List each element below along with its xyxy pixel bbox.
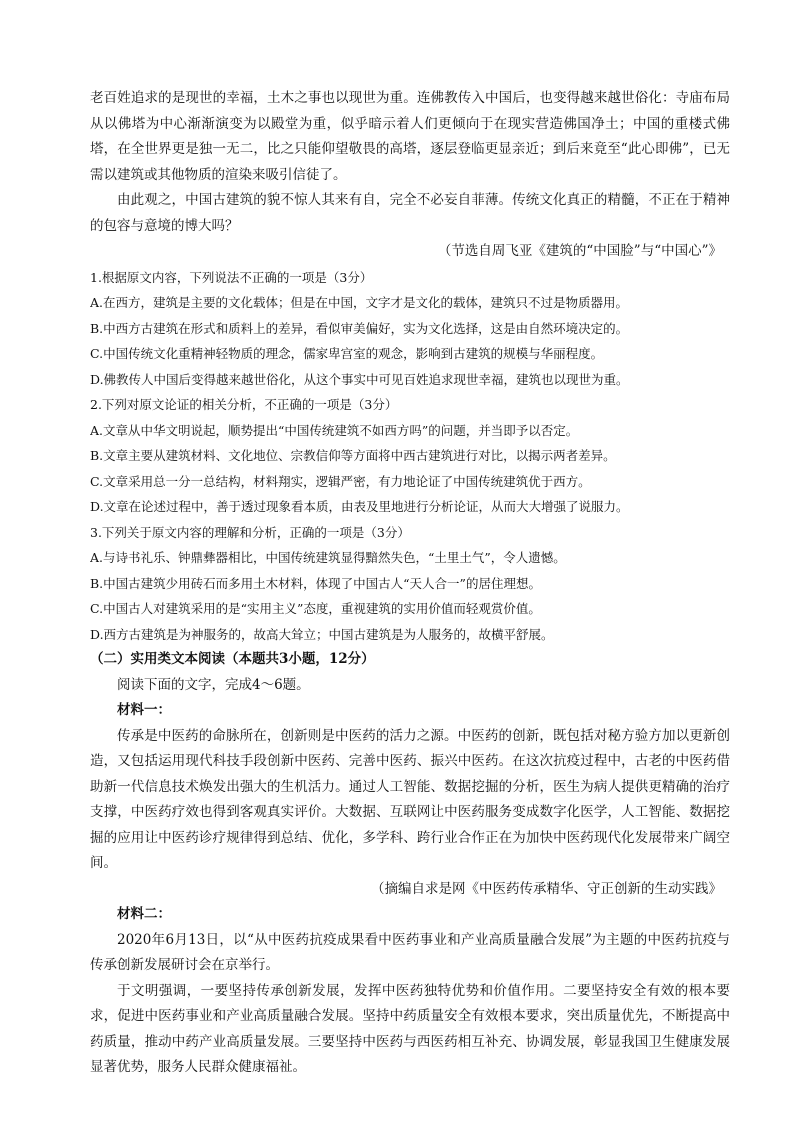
question-1-option-c: C.中国传统文化重精神轻物质的理念，儒家卑宫室的观念，影响到古建筑的规模与华丽程度。 xyxy=(90,346,604,361)
material-2-paragraph-1: 2020年6月13日，以“从中医药抗疫成果看中医药事业和产业高质量融合发展”为主题的中医药抗疫与传承创新发展研讨会在京举行。 xyxy=(90,931,730,973)
passage-paragraph-1: 老百姓追求的是现世的幸福，土木之事也以现世为重。连佛教传入中国后，也变得越来越世俗化：寺庙布局从以佛塔为中心渐渐演变为以殿堂为重，似乎暗示着人们更倾向于在现实营造佛国净土；中国的重楼式佛塔，在全世界更是独一无二，比之只能仰望敬畏的高塔，逐层登临更显亲近；到后来竟至“此心即佛”，已无需以建筑或其他物质的渲染来吸引信徒了。 xyxy=(90,90,730,183)
material-1-label: 材料一： xyxy=(117,702,171,718)
question-2 xyxy=(90,392,730,520)
question-1-stem: 1.根据原文内容，下列说法不正确的一项是（3分） xyxy=(90,269,373,285)
question-1-option-a: A.在西方，建筑是主要的文化载体；但是在中国，文字才是文化的载体，建筑只不过是物质器用。 xyxy=(90,295,629,310)
material-2-paragraph-2: 于文明强调，一要坚持传承创新发展，发挥中医药独特优势和价值作用。二要坚持安全有效的根本要求，促进中医药事业和产业高质量融合发展。坚持中药质量安全有效根本要求，突出质量优先，不断提高中药质量，推动中药产业高质量发展。三要坚持中医药与西医药相互补充、协调发展，彰显我国卫生健康发展显著优势，服务人民群众健康福祉。 xyxy=(90,982,730,1075)
question-2-option-a: A.文章从中华文明说起，顺势提出“中国传统建筑不如西方吗”的问题，并当即予以否定。 xyxy=(90,422,579,438)
question-3 xyxy=(90,520,730,648)
question-2-option-b: B.文章主要从建筑材料、文化地位、宗教信仰等方面将中西古建筑进行对比，以揭示两者差异。 xyxy=(90,448,616,463)
material-1-text: 传承是中医药的命脉所在，创新则是中医药的活力之源。中医药的创新，既包括对秘方验方加以更新创造，又包括运用现代科技手段创新中医药、完善中医药、振兴中医药。在这次抗疫过程中，古老的中医药借助新一代信息技术焕发出强大的生机活力。通过人工智能、数据挖掘的分析，医生为病人提供更精确的治疗支撑，中医药疗效也得到客观真实评价。大数据、互联网让中医药服务变成数字化医学，人工智能、数据挖掘的应用让中医药诊疗规律得到总结、优化，多学科、跨行业合作正在为加快中医药现代化发展带来广阔空间。 xyxy=(90,727,730,871)
question-2-option-d: D.文章在论述过程中，善于透过现象看本质，由表及里地进行分析论证，从而大大增强了说服力。 xyxy=(90,499,629,514)
question-3-option-c: C.中国古人对建筑采用的是“实用主义”态度，重视建筑的实用价值而轻观赏价值。 xyxy=(90,601,541,616)
material-1-source: （摘编自求是网《中医药传承精华、守正创新的生动实践》 xyxy=(371,880,722,897)
question-3-stem: 3.下列关于原文内容的理解和分析，正确的一项是（3分） xyxy=(90,524,410,540)
question-3-option-a: A.与诗书礼乐、钟鼎彝器相比，中国传统建筑显得黯然失色，“土里土气”，令人遗憾。 xyxy=(90,550,566,565)
question-2-stem: 2.下列对原文论证的相关分析，不正确的一项是（3分） xyxy=(90,397,398,412)
passage-source: （节选自周飞亚《建筑的“中国脸”与“中国心”》 xyxy=(437,243,722,259)
question-3-option-d: D.西方古建筑是为神服务的，故高大耸立；中国古建筑是为人服务的，故横平舒展。 xyxy=(90,626,554,642)
section-2-instruction: 阅读下面的文字，完成4～6题。 xyxy=(117,676,310,693)
material-2-label: 材料二： xyxy=(117,906,171,922)
question-2-option-c: C.文章采用总一分一总结构，材料翔实，逻辑严密，有力地论证了中国传统建筑优于西方。 xyxy=(90,473,591,489)
question-1-option-b: B.中西方古建筑在形式和质料上的差异，看似审美偏好，实为文化选择，这是由自然环境决定的。 xyxy=(90,320,629,336)
question-1 xyxy=(90,265,730,393)
passage-paragraph-2: 由此观之，中国古建筑的貌不惊人其来有自，完全不必妄自菲薄。传统文化真正的精髓，不正在于精神的包容与意境的博大吗？ xyxy=(90,192,730,234)
section-2-title: （二）实用类文本阅读（本题共3小题，12分） xyxy=(90,651,375,667)
question-3-option-b: B.中国古建筑少用砖石而多用土木材料，体现了中国古人“天人合一”的居住理想。 xyxy=(90,575,541,591)
question-1-option-d: D.佛教传人中国后变得越来越世俗化，从这个事实中可见百姓追求现世幸福，建筑也以现世为重。 xyxy=(90,371,629,387)
document-page xyxy=(90,86,730,1081)
